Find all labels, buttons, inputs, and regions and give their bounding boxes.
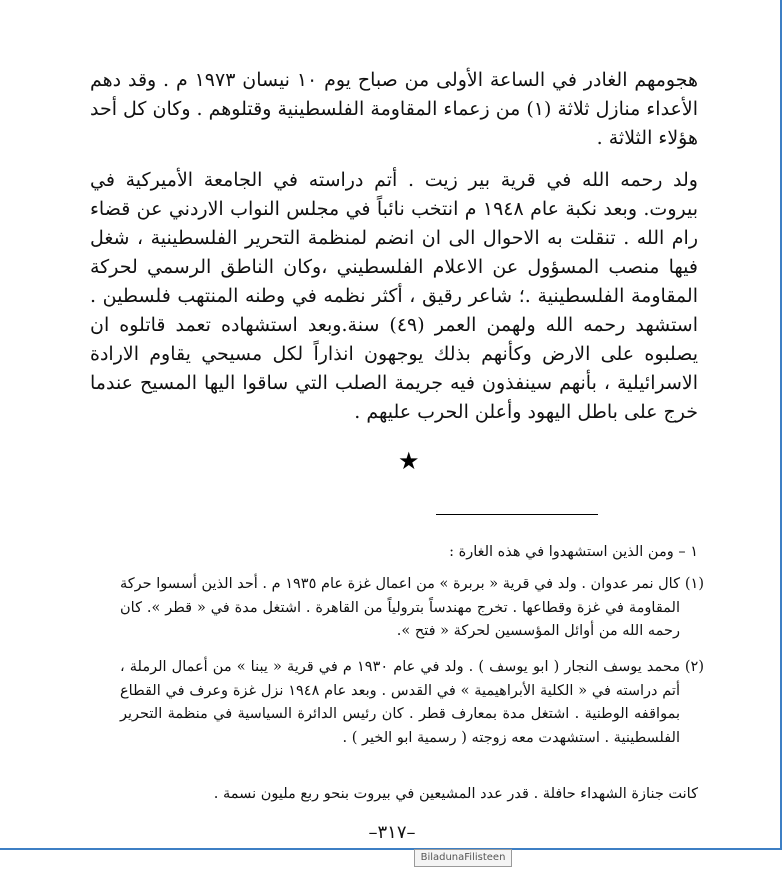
page-number: –٣١٧–	[368, 822, 416, 843]
watermark-label: BiladunaFilisteen	[414, 849, 512, 867]
footnote-item	[119, 573, 704, 644]
footnote-heading: ١ – ومن الذين استشهدوا في هذه الغارة :	[449, 544, 698, 560]
body-paragraph-biography: ولد رحمه الله في قرية بير زيت . أتم دراسته في الجامعة الأميركية في بيروت. وبعد نكبة عام ١٩٤٨ م انتخب نائباً في مجلس النواب الاردني عن قضاء رام الله . تنقلت به الاحوال الى ان انضم لمنظمة التحرير الفلسطينية ، شغل فيها منصب المسؤول عن الاعلام الفلسطيني ،وكان الناطق الرسمي لحركة المقاومة الفلسطينية .؛ شاعر رقيق ، أكثر نظمه في وطنه المنتهب فلسطين . استشهد رحمه الله ولهمن العمر (٤٩) سنة.وبعد استشهاده تعمد قاتلوه ان يصلبوه على الارض وكأنهم بذلك يوجهون انذاراً لكل مسيحي يقاوم الارادة الاسرائيلية ، بأنهم سينفذون فيه جريمة الصلب التي ساقوا اليها المسيح عندما خرج على باطل اليهود وأعلن الحرب عليهم .	[90, 169, 699, 423]
footnote-text: محمد يوسف النجار ( ابو يوسف ) . ولد في عام ١٩٣٠ م في قرية « يبنا » من أعمال الرملة ، أتم دراسته في « الكلية الأبراهيمية » في القدس . وبعد عام ١٩٤٨ نزل غزة وعرف في القطاع بمواقفه الوطنية . اشتغل مدة بمعارف قطر . كان رئيس الدائرة السياسية في منظمة التحرير الفلسطينية . استشهدت معه زوجته ( رسمية ابو الخير ) .	[120, 659, 680, 746]
footnote-number: (١)	[684, 576, 704, 592]
footnote-item	[120, 656, 704, 750]
footnote-closing-note: كانت جنازة الشهداء حافلة . قدر عدد المشيعين في بيروت بنحو ربع مليون نسمة .	[213, 786, 698, 802]
star-separator-icon: ★	[398, 447, 420, 475]
footnote-divider	[436, 514, 598, 515]
footnote-number: (٢)	[684, 659, 704, 675]
footnote-text: كال نمر عدوان . ولد في قرية « بربرة » من اعمال غزة عام ١٩٣٥ م . أحد الذين أسسوا حركة المقاومة في غزة وقطاعها . تخرج مهندساً بترولياً من القاهرة . اشتغل مدة في « قطر ». كان رحمه الله من أوائل المؤسسين لحركة « فتح ».	[119, 576, 680, 639]
body-paragraph-intro: هجومهم الغادر في الساعة الأولى من صباح يوم ١٠ نيسان ١٩٧٣ م . وقد دهم الأعداء منازل ثلاثة (١) من زعماء المقاومة الفلسطينية وقتلوهم . وكان كل أحد هؤلاء الثلاثة .	[90, 69, 698, 149]
